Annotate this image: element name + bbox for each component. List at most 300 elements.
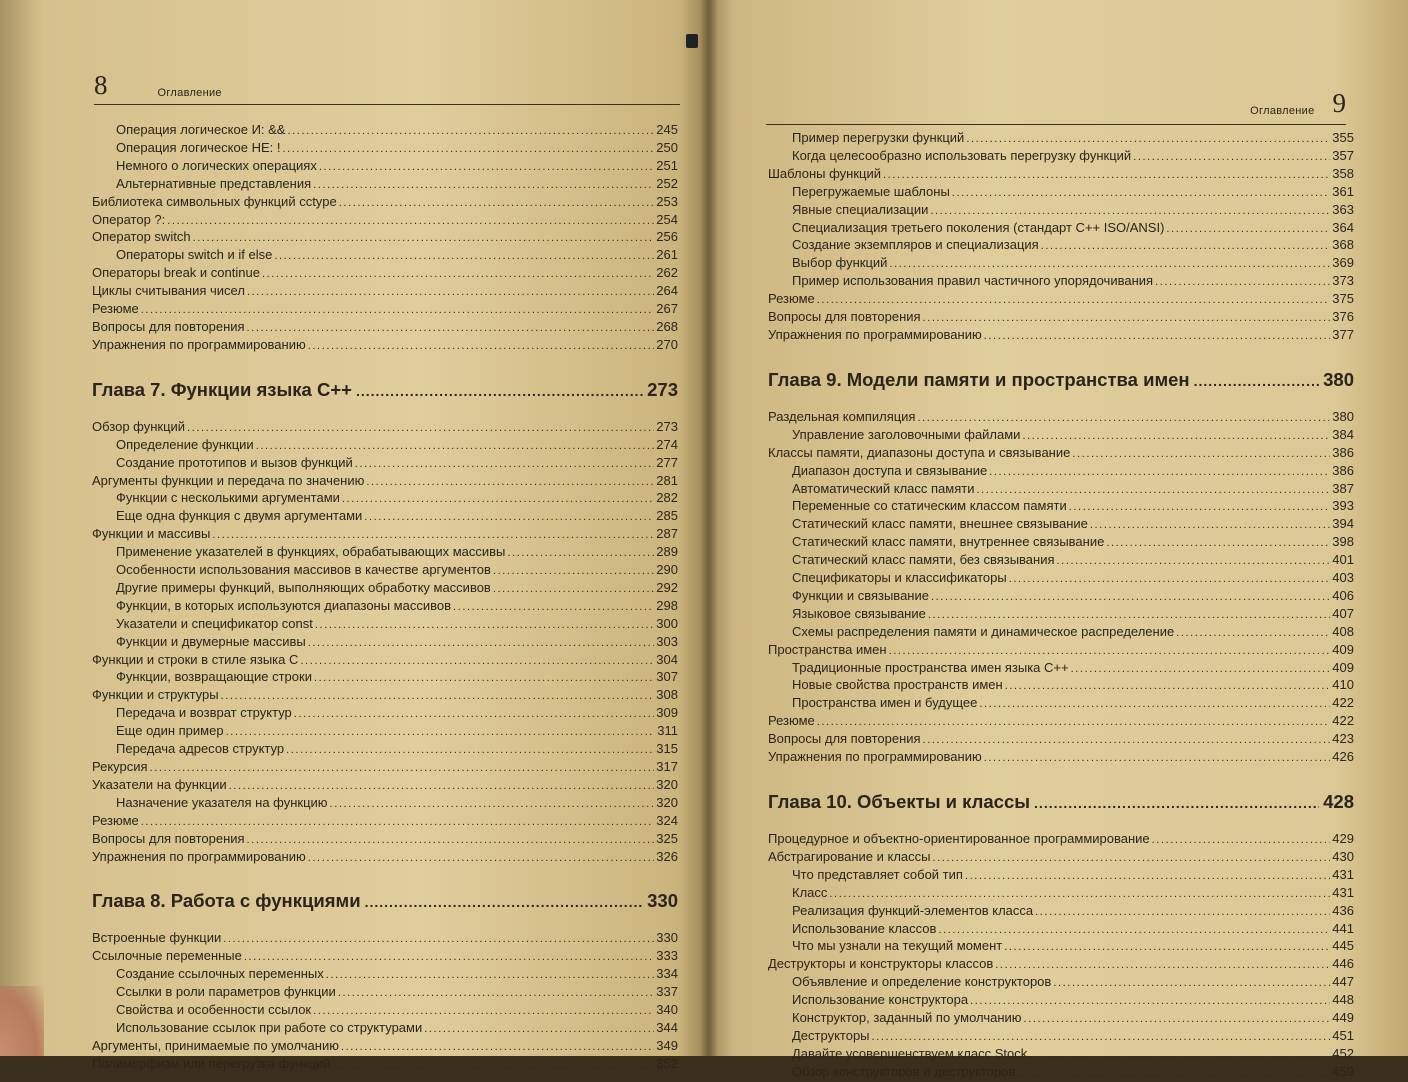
toc-entry [92, 526, 678, 544]
entry-title: Другие примеры функций, выполняющих обработку массивов [116, 579, 491, 595]
entry-title: Новые свойства пространств имен [792, 677, 1003, 693]
entry-page-number: 410 [1332, 677, 1354, 693]
dot-leader [141, 813, 655, 831]
entry-page-number: 352 [656, 1055, 678, 1071]
toc-entry [768, 516, 1354, 534]
entry-page-number: 300 [656, 615, 678, 631]
toc-entry [92, 490, 678, 508]
toc-entry [92, 634, 678, 652]
entry-title: Давайте усовершенствуем класс Stock [792, 1045, 1028, 1061]
dot-leader [314, 669, 654, 687]
entry-title: Еще один пример [116, 723, 224, 739]
toc-entry [768, 849, 1354, 867]
entry-title: Ссылочные переменные [92, 948, 242, 964]
entry-title: Деструкторы [792, 1027, 870, 1043]
entry-title: Циклы считывания чисел [92, 283, 245, 299]
dot-leader [365, 894, 644, 910]
entry-page-number: 431 [1332, 884, 1354, 900]
toc-entry [768, 677, 1354, 695]
toc-entry [92, 723, 678, 741]
entry-title: Функции, в которых используются диапазоны массивов [116, 597, 452, 613]
toc-entry [768, 309, 1354, 327]
entry-page-number: 386 [1332, 462, 1354, 478]
dot-leader [141, 301, 655, 319]
entry-page-number: 394 [1332, 516, 1354, 532]
entry-page-number: 380 [1332, 408, 1354, 424]
dot-leader [493, 562, 654, 580]
entry-title: Указатели и спецификатор const [116, 615, 313, 631]
entry-page-number: 268 [656, 318, 678, 334]
entry-title: Создание экземпляров и специализация [792, 237, 1039, 253]
entry-page-number: 393 [1332, 498, 1354, 514]
right-page-number: 9 [1332, 88, 1346, 118]
dot-leader [339, 194, 655, 212]
toc-entry [92, 437, 678, 455]
entry-title: Применение указателей в функциях, обрабатывающих массивы [116, 544, 506, 560]
entry-page-number: 429 [1332, 831, 1354, 846]
toc-entry [768, 184, 1354, 202]
left-page-header [94, 72, 222, 99]
entry-title: Шаблоны функций [768, 165, 881, 181]
entry-title: Что представляет собой тип [792, 866, 963, 882]
right-running-head: Оглавление [1250, 105, 1315, 117]
entry-page-number: 358 [1332, 165, 1354, 181]
entry-page-number: 298 [656, 597, 678, 613]
dot-leader [341, 1038, 654, 1056]
chapter-page-number: 330 [647, 890, 678, 912]
entry-title: Аргументы функции и передача по значению [92, 472, 365, 488]
toc-entry [768, 481, 1354, 499]
toc-entry [768, 749, 1354, 767]
entry-page-number: 376 [1332, 309, 1354, 325]
entry-page-number: 326 [656, 848, 678, 864]
entry-page-number: 401 [1332, 552, 1354, 568]
dot-leader [1029, 1046, 1330, 1064]
entry-page-number: 292 [656, 579, 678, 595]
entry-title: Языковое связывание [792, 605, 926, 621]
entry-page-number: 451 [1332, 1027, 1354, 1043]
entry-page-number: 251 [656, 157, 678, 173]
dot-leader [342, 490, 654, 508]
entry-page-number: 355 [1332, 130, 1354, 145]
entry-title: Упражнения по программированию [92, 336, 306, 352]
dot-leader [889, 255, 1330, 273]
entry-page-number: 426 [1332, 749, 1354, 765]
entry-title: Использование классов [792, 920, 937, 936]
entry-title: Абстрагирование и классы [768, 848, 931, 864]
toc-entry [92, 777, 678, 795]
entry-title: Немного о логических операциях [116, 157, 317, 173]
right-page [706, 0, 1408, 1079]
dot-leader [226, 723, 656, 741]
toc-entry [768, 938, 1354, 956]
entry-page-number: 245 [656, 122, 678, 137]
toc-entry [92, 140, 678, 158]
dot-leader [933, 849, 1331, 867]
toc-entry [92, 930, 678, 948]
dot-leader [1166, 220, 1330, 238]
dot-leader [244, 948, 654, 966]
entry-title: Перегружаемые шаблоны [792, 183, 950, 199]
toc-entry [92, 473, 678, 491]
entry-title: Обзор функций [92, 418, 186, 434]
dot-leader [817, 291, 1331, 309]
dot-leader [315, 616, 654, 634]
dot-leader [313, 1002, 654, 1020]
toc-entry [768, 588, 1354, 606]
toc-entry [92, 544, 678, 562]
dot-leader [308, 337, 655, 355]
dot-leader [326, 966, 655, 984]
dot-leader [995, 956, 1330, 974]
toc-entry [768, 327, 1354, 345]
dot-leader [300, 652, 654, 670]
dot-leader [221, 687, 655, 705]
toc-entry [768, 1064, 1354, 1082]
bookmark-ribbon [686, 34, 698, 48]
toc-entry [92, 247, 678, 265]
toc-entry [768, 974, 1354, 992]
entry-page-number: 373 [1332, 273, 1354, 289]
entry-title: Статический класс памяти, внутреннее связывание [792, 534, 1105, 550]
entry-page-number: 281 [656, 472, 678, 488]
toc-entry [768, 831, 1354, 849]
entry-page-number: 423 [1332, 731, 1354, 747]
toc-entry [92, 616, 678, 634]
dot-leader [262, 265, 654, 283]
toc-entry [768, 130, 1354, 148]
toc-entry [92, 508, 678, 526]
entry-title: Функции, возвращающие строки [116, 669, 312, 685]
entry-title: Аргументы, принимаемые по умолчанию [92, 1037, 339, 1053]
entry-title: Обзор конструкторов и деструкторов [792, 1063, 1016, 1079]
entry-title: Пример перегрузки функций [792, 130, 965, 145]
entry-page-number: 261 [656, 247, 678, 263]
entry-title: Полиморфизм или перегрузка функций [92, 1055, 331, 1071]
entry-title: Функции и массивы [92, 526, 211, 542]
dot-leader [976, 481, 1330, 499]
toc-entry [92, 301, 678, 319]
entry-title: Переменные со статическим классом памяти [792, 498, 1067, 514]
toc-entry [768, 921, 1354, 939]
entry-page-number: 307 [656, 669, 678, 685]
dot-leader [952, 184, 1331, 202]
toc-entry [768, 255, 1354, 273]
entry-title: Объявление и определение конструкторов [792, 974, 1052, 990]
left-running-head: Оглавление [157, 87, 222, 99]
entry-page-number: 330 [656, 930, 678, 946]
dot-leader [364, 508, 654, 526]
dot-leader [247, 831, 655, 849]
toc-entry [768, 534, 1354, 552]
toc-entry [768, 552, 1354, 570]
dot-leader [150, 759, 655, 777]
entry-page-number: 409 [1332, 641, 1354, 657]
entry-page-number: 334 [656, 966, 678, 982]
entry-page-number: 270 [656, 336, 678, 352]
entry-page-number: 363 [1332, 201, 1354, 217]
entry-title: Деструкторы и конструкторы классов [768, 956, 994, 972]
entry-page-number: 282 [656, 490, 678, 506]
toc-entry [92, 849, 678, 867]
dot-leader [984, 749, 1331, 767]
entry-page-number: 308 [656, 687, 678, 703]
dot-leader [453, 598, 654, 616]
entry-title: Определение функции [116, 436, 254, 452]
entry-title: Реализация функций-элементов класса [792, 902, 1034, 918]
dot-leader [1004, 938, 1330, 956]
toc-entry [768, 956, 1354, 974]
dot-leader [256, 437, 655, 455]
entry-title: Класс [792, 884, 828, 900]
entry-title: Пример использования правил частичного упорядочивания [792, 273, 1154, 289]
toc-entry [768, 1028, 1354, 1046]
entry-page-number: 304 [656, 651, 678, 667]
dot-leader [1072, 445, 1330, 463]
entry-title: Резюме [92, 301, 139, 317]
toc-entry [768, 885, 1354, 903]
dot-leader [366, 473, 654, 491]
entry-title: Что мы узнали на текущий момент [792, 938, 1003, 954]
entry-title: Статический класс памяти, внешнее связывание [792, 516, 1088, 532]
entry-page-number: 325 [656, 830, 678, 846]
entry-page-number: 422 [1332, 713, 1354, 729]
entry-title: Вопросы для повторения [768, 309, 921, 325]
toc-entry [92, 652, 678, 670]
dot-leader [1071, 660, 1331, 678]
entry-page-number: 315 [656, 741, 678, 757]
entry-page-number: 377 [1332, 326, 1354, 342]
toc-entry [92, 984, 678, 1002]
entry-title: Оператор ?: [92, 211, 166, 227]
toc-entry [768, 498, 1354, 516]
dot-leader [507, 544, 654, 562]
entry-title: Когда целесообразно использовать перегрузку функций [792, 147, 1132, 163]
entry-page-number: 449 [1332, 1010, 1354, 1026]
dot-leader [308, 634, 655, 652]
entry-title: Использование ссылок при работе со структурами [116, 1019, 423, 1035]
toc-entry [92, 598, 678, 616]
entry-title: Специализация третьего поколения (стандарт C++ ISO/ANSI) [792, 219, 1165, 235]
toc-entry [92, 265, 678, 283]
toc-entry [92, 1020, 678, 1038]
toc-entry [768, 713, 1354, 731]
dot-leader [989, 463, 1330, 481]
entry-title: Схемы распределения памяти и динамическое распределение [792, 623, 1175, 639]
entry-title: Традиционные пространства имен языка C++ [792, 659, 1069, 675]
entry-page-number: 320 [656, 794, 678, 810]
entry-page-number: 285 [656, 508, 678, 524]
entry-page-number: 337 [656, 984, 678, 1000]
toc-entry [92, 795, 678, 813]
toc-entry [92, 283, 678, 301]
dot-leader [979, 695, 1330, 713]
toc-entry [92, 948, 678, 966]
entry-page-number: 407 [1332, 605, 1354, 621]
toc-entry [92, 759, 678, 777]
book-gutter [700, 0, 718, 1056]
toc-entry [92, 455, 678, 473]
entry-title: Встроенные функции [92, 930, 222, 946]
entry-page-number: 340 [656, 1002, 678, 1018]
chapter-heading [92, 379, 678, 401]
entry-page-number: 459 [1332, 1063, 1354, 1079]
entry-page-number: 368 [1332, 237, 1354, 253]
entry-title: Операторы break и continue [92, 265, 260, 281]
toc-entry [92, 1002, 678, 1020]
entry-title: Операция логическое И: && [116, 122, 286, 137]
dot-leader [1034, 795, 1319, 811]
toc-entry [768, 642, 1354, 660]
entry-page-number: 408 [1332, 623, 1354, 639]
entry-title: Выбор функций [792, 255, 888, 271]
entry-title: Процедурное и объектно-ориентированное программирование [768, 831, 1150, 846]
dot-leader [1155, 273, 1330, 291]
entry-title: Ссылки в роли параметров функции [116, 984, 336, 1000]
toc-entry [768, 992, 1354, 1010]
entry-page-number: 398 [1332, 534, 1354, 550]
right-toc-list [768, 130, 1354, 1082]
toc-entry [768, 624, 1354, 642]
dot-leader [493, 580, 654, 598]
entry-title: Автоматический класс памяти [792, 480, 975, 496]
entry-title: Использование конструктора [792, 992, 969, 1008]
entry-title: Вопросы для повторения [92, 318, 245, 334]
dot-leader [889, 642, 1331, 660]
toc-entry [92, 580, 678, 598]
toc-entry [92, 337, 678, 355]
entry-page-number: 369 [1332, 255, 1354, 271]
dot-leader [229, 777, 655, 795]
chapter-title: Глава 8. Работа с функциями [92, 890, 361, 912]
dot-leader [1176, 624, 1330, 642]
toc-entry [92, 319, 678, 337]
dot-leader [928, 606, 1330, 624]
dot-leader [1009, 570, 1331, 588]
entry-page-number: 384 [1332, 426, 1354, 442]
entry-title: Упражнения по программированию [768, 749, 982, 765]
entry-page-number: 448 [1332, 992, 1354, 1008]
toc-entry [768, 202, 1354, 220]
chapter-heading [768, 369, 1354, 391]
dot-leader [187, 419, 654, 437]
dot-leader [274, 247, 654, 265]
entry-title: Пространства имен [768, 641, 887, 657]
toc-entry [768, 409, 1354, 427]
dot-leader [338, 984, 654, 1002]
toc-entry [768, 695, 1354, 713]
dot-leader [247, 283, 654, 301]
entry-page-number: 349 [656, 1037, 678, 1053]
entry-page-number: 364 [1332, 219, 1354, 235]
dot-leader [1024, 1010, 1331, 1028]
entry-page-number: 274 [656, 436, 678, 452]
dot-leader [1152, 831, 1331, 849]
entry-title: Резюме [768, 291, 815, 307]
toc-entry [92, 966, 678, 984]
entry-page-number: 403 [1332, 570, 1354, 586]
chapter-heading [768, 791, 1354, 813]
dot-leader [313, 176, 654, 194]
entry-title: Назначение указателя на функцию [116, 794, 328, 810]
entry-title: Особенности использования массивов в качестве аргументов [116, 562, 491, 578]
dot-leader [923, 309, 1331, 327]
toc-entry [92, 419, 678, 437]
entry-title: Функции и связывание [792, 587, 929, 603]
entry-title: Упражнения по программированию [768, 326, 982, 342]
dot-leader [1035, 903, 1330, 921]
entry-page-number: 436 [1332, 902, 1354, 918]
dot-leader [1053, 974, 1330, 992]
entry-page-number: 290 [656, 562, 678, 578]
right-header-rule [766, 124, 1346, 125]
toc-entry [92, 122, 678, 140]
dot-leader [294, 705, 655, 723]
entry-title: Управление заголовочными файлами [792, 426, 1021, 442]
left-page [0, 0, 706, 1071]
toc-entry [92, 1056, 678, 1074]
dot-leader [1090, 516, 1330, 534]
toc-entry [768, 148, 1354, 166]
entry-title: Функции с несколькими аргументами [116, 490, 340, 506]
chapter-page-number: 428 [1323, 791, 1354, 812]
dot-leader [970, 992, 1330, 1010]
entry-page-number: 317 [656, 759, 678, 774]
entry-page-number: 254 [656, 211, 678, 227]
dot-leader [938, 921, 1330, 939]
toc-entry [92, 831, 678, 849]
toc-entry [92, 562, 678, 580]
entry-title: Операция логическое НЕ: ! [116, 139, 281, 155]
dot-leader [931, 588, 1330, 606]
toc-entry [768, 237, 1354, 255]
dot-leader [917, 409, 1330, 427]
toc-entry [768, 445, 1354, 463]
entry-title: Библиотека символьных функций cctype [92, 193, 337, 209]
dot-leader [1069, 498, 1331, 516]
entry-page-number: 303 [656, 633, 678, 649]
dot-leader [923, 731, 1331, 749]
entry-title: Вопросы для повторения [92, 830, 245, 846]
dot-leader [308, 849, 655, 867]
toc-entry [768, 867, 1354, 885]
chapter-title: Глава 7. Функции языка C++ [92, 378, 352, 400]
dot-leader [282, 140, 654, 158]
toc-entry [92, 705, 678, 723]
entry-page-number: 344 [656, 1019, 678, 1035]
entry-title: Операторы switch и if else [116, 247, 273, 263]
toc-entry [768, 463, 1354, 481]
dot-leader [287, 122, 654, 140]
left-header-rule [94, 104, 680, 105]
entry-title: Пространства имен и будущее [792, 695, 978, 711]
dot-leader [1022, 427, 1330, 445]
dot-leader [356, 383, 643, 399]
entry-title: Функции и двумерные массивы [116, 633, 306, 649]
entry-page-number: 273 [656, 418, 678, 434]
entry-title: Оператор switch [92, 229, 191, 245]
toc-entry [768, 273, 1354, 291]
toc-entry [92, 158, 678, 176]
entry-page-number: 320 [656, 776, 678, 792]
entry-title: Передача и возврат структур [116, 705, 292, 721]
toc-entry [92, 194, 678, 212]
entry-page-number: 324 [656, 812, 678, 828]
entry-page-number: 252 [656, 175, 678, 191]
chapter-page-number: 273 [647, 378, 678, 400]
entry-page-number: 253 [656, 193, 678, 209]
dot-leader [1057, 552, 1331, 570]
